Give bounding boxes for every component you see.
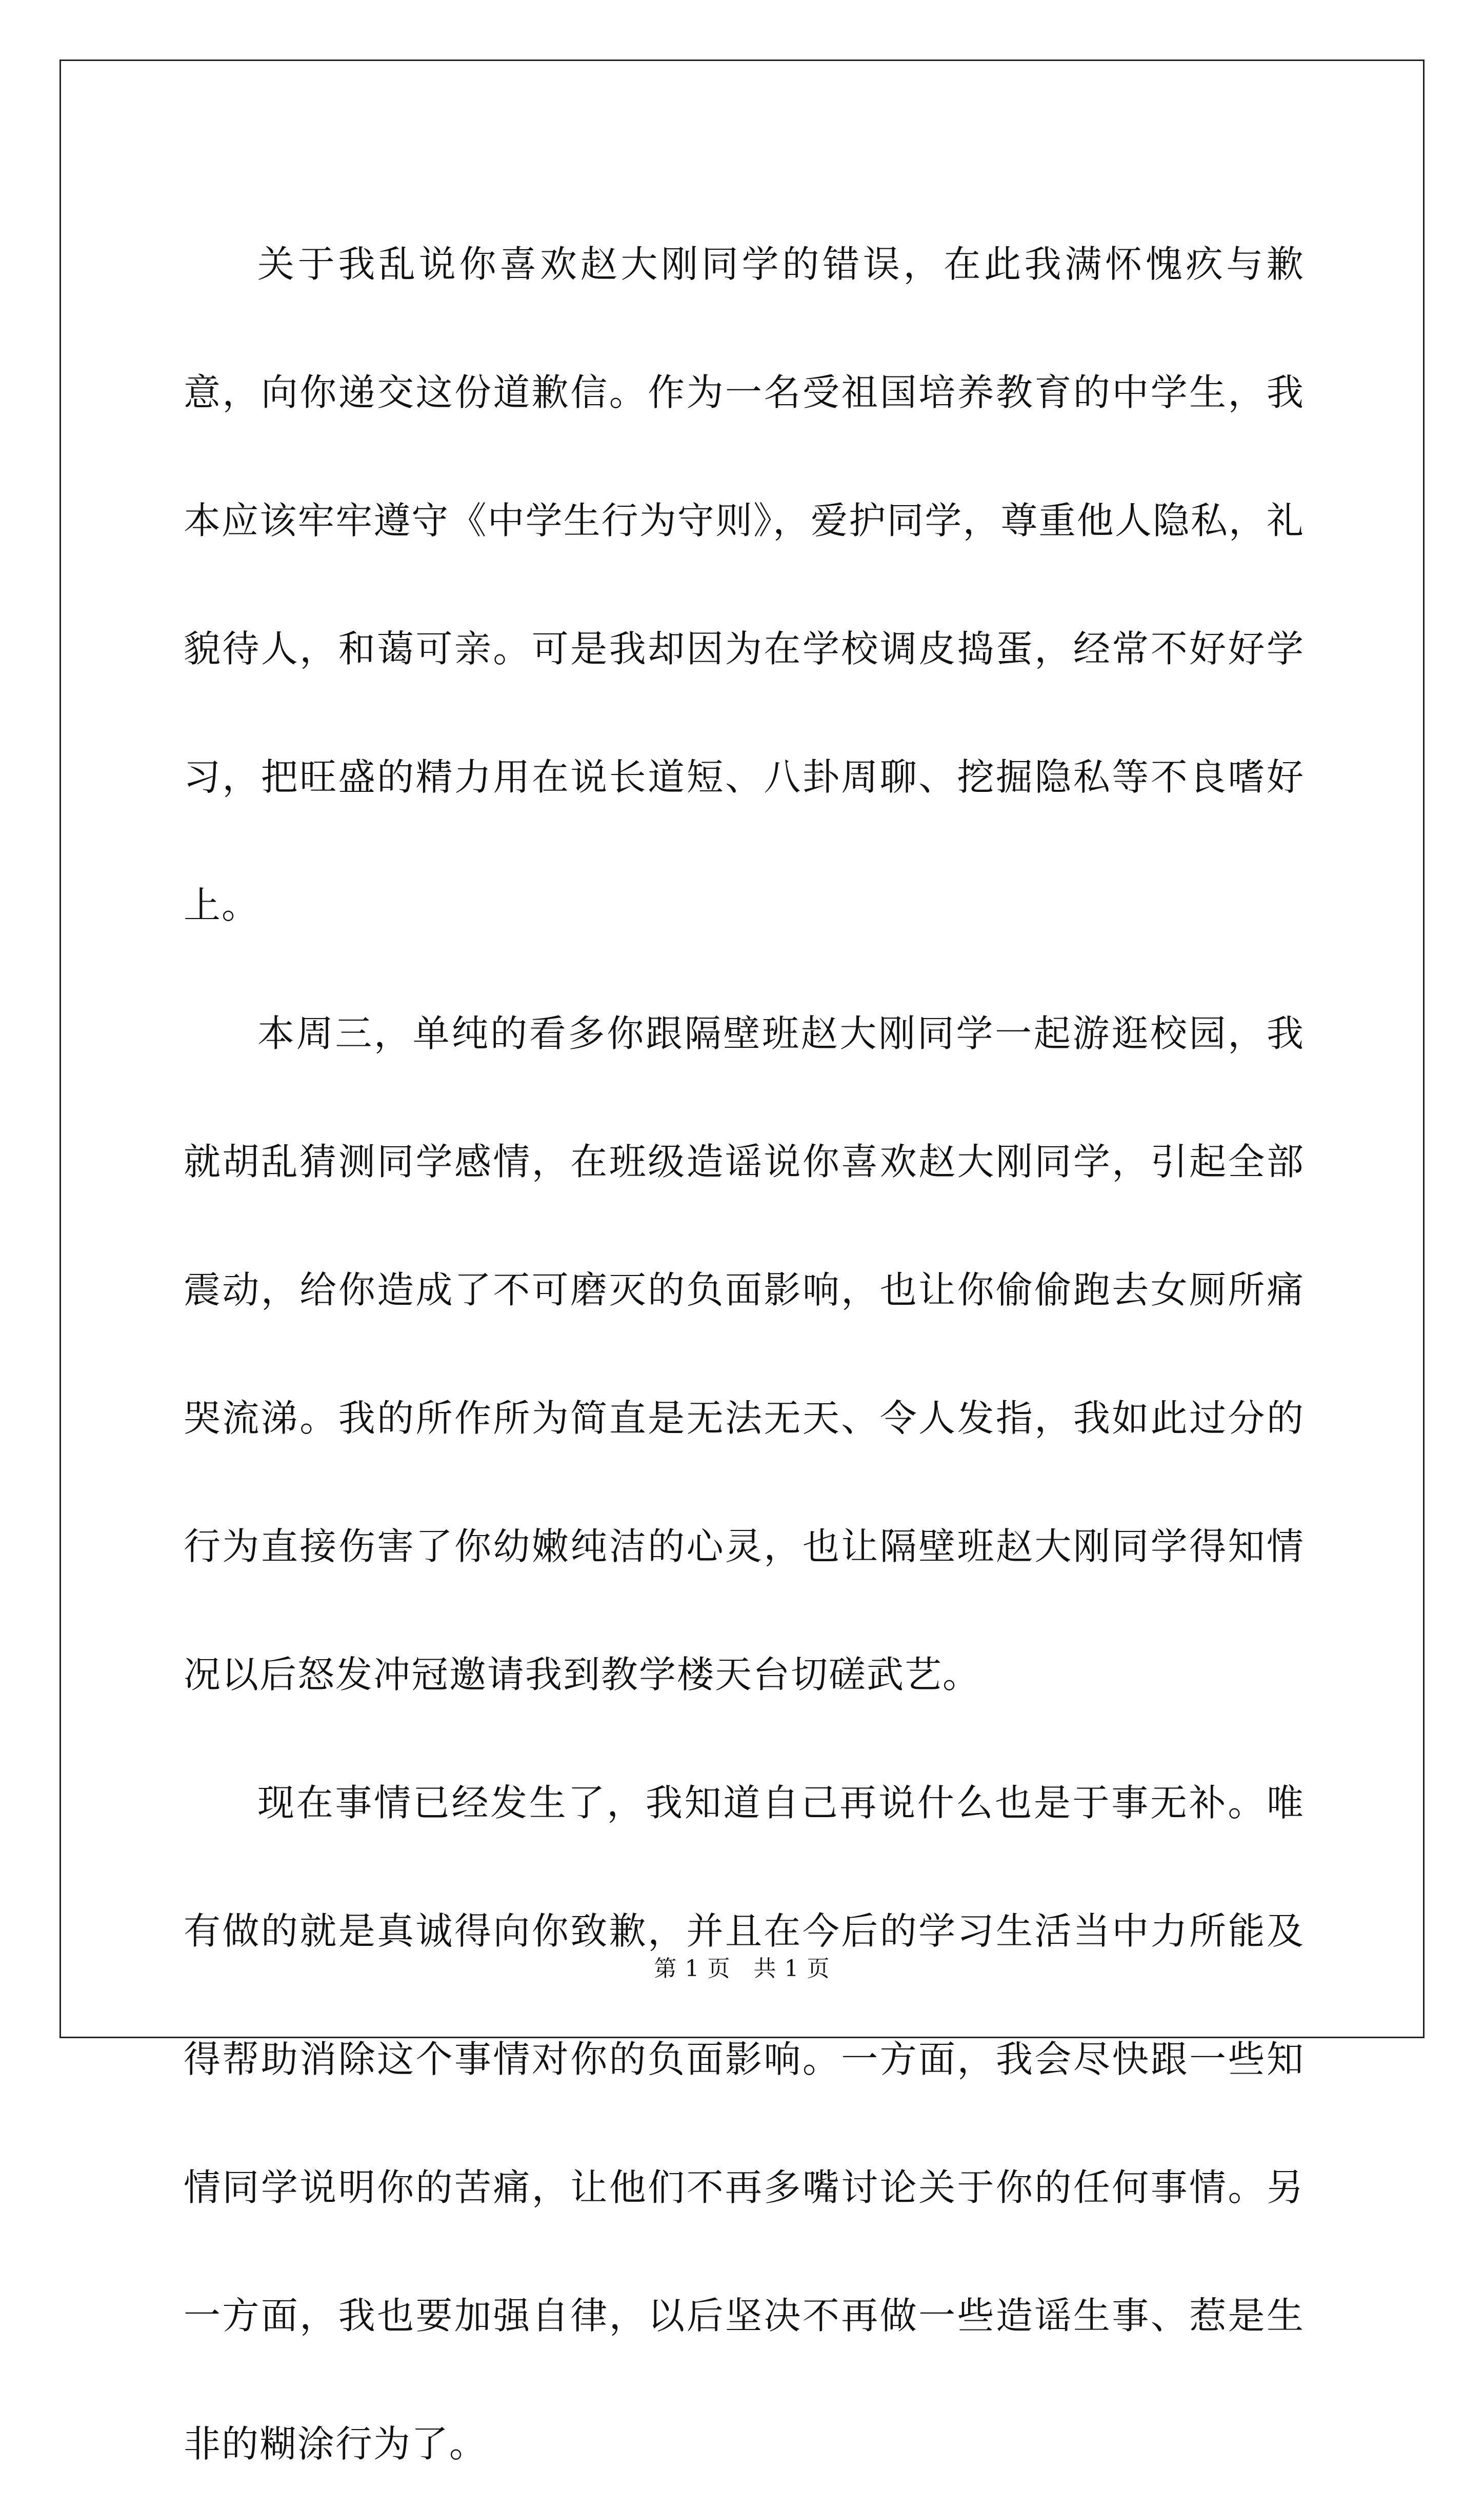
document-body (184, 200, 1305, 2508)
paragraph: 现在事情已经发生了，我知道自己再说什么也是于事无补。唯有做的就是真诚得向你致歉，并且在今后的学习生活当中力所能及得帮助消除这个事情对你的负面影响。一方面，我会尽快跟一些知情同学说明你的苦痛，让他们不再多嘴讨论关于你的任何事情。另一方面，我也要加强自律，以后坚决不再做一些造谣生事、惹是生非的糊涂行为了。 (184, 1781, 1305, 2465)
paragraph: 本周三，单纯的看多你跟隔壁班赵大刚同学一起游逛校园，我就胡乱猜测同学感情，在班级造谣说你喜欢赵大刚同学，引起全部震动，给你造成了不可磨灭的负面影响，也让你偷偷跑去女厕所痛哭流涕。我的所作所为简直是无法无天、令人发指，我如此过分的行为直接伤害了你幼嫩纯洁的心灵，也让隔壁班赵大刚同学得知情况以后怒发冲冠邀请我到教学楼天台切磋武艺。 (184, 1012, 1305, 1696)
paragraph: 关于我乱说你喜欢赵大刚同学的错误，在此我满怀愧疚与歉意，向你递交这份道歉信。作为一名受祖国培养教育的中学生，我本应该牢牢遵守《中学生行为守则》，爱护同学，尊重他人隐私，礼貌待人，和蔼可亲。可是我却因为在学校调皮捣蛋，经常不好好学习，把旺盛的精力用在说长道短、八卦周聊、挖掘隐私等不良嗜好上。 (184, 243, 1305, 927)
page-footer: 第 1 页 共 1 页 (654, 1956, 830, 1982)
